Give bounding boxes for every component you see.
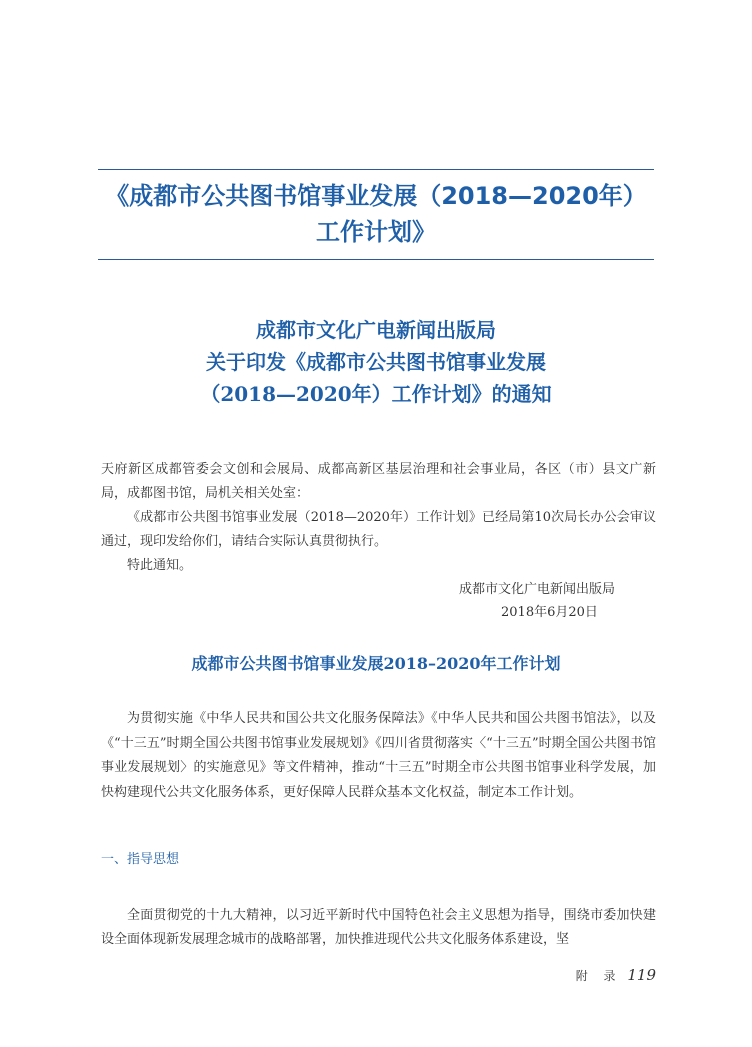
page-footer xyxy=(576,966,656,984)
title-bottom-rule xyxy=(98,259,654,260)
notice-body: 《成都市公共图书馆事业发展（2018—2020年）工作计划》已经局第10次局长办公会审议通过，现印发给你们，请结合实际认真贯彻执行。 xyxy=(101,510,656,549)
notice-closing: 特此通知。 xyxy=(127,558,193,573)
title-top-rule xyxy=(98,169,654,170)
document-title-line-1: 《成都市公共图书馆事业发展（2018—2020年） xyxy=(105,182,647,210)
footer-label: 附 录 xyxy=(575,969,622,983)
plan-intro-paragraph: 为贯彻实施《中华人民共和国公共文化服务保障法》《中华人民共和国公共图书馆法》，以及《“十三五”时期全国公共图书馆事业发展规划》《四川省贯彻落实〈“十三五”时期全国公共图书馆事业发展规划〉的实施意见》等文件精神，推动“十三五”时期全市公共图书馆事业科学发展，加快构建现代公共文化服务体系，更好保障人民群众基本文化权益，制定本工作计划。 xyxy=(101,711,656,800)
section-heading-guiding-ideology: 一、指导思想 xyxy=(101,852,180,867)
notice-title xyxy=(98,314,654,410)
notice-title-line-3: （2018—2020年）工作计划》的通知 xyxy=(200,382,552,406)
notice-title-line-1: 成都市文化广电新闻出版局 xyxy=(256,318,496,342)
notice-title-line-2: 关于印发《成都市公共图书馆事业发展 xyxy=(206,350,546,374)
signature-organization: 成都市文化广电新闻出版局 xyxy=(459,582,616,597)
document-title-line-2: 工作计划》 xyxy=(316,218,436,246)
document-title xyxy=(98,178,654,250)
signature-date: 2018年6月20日 xyxy=(501,605,598,620)
page-number: 119 xyxy=(627,966,656,984)
notice-addressee: 天府新区成都管委会文创和会展局、成都高新区基层治理和社会事业局，各区（市）县文广新局，成都图书馆，局机关相关处室： xyxy=(101,462,656,501)
plan-title: 成都市公共图书馆事业发展2018–2020年工作计划 xyxy=(191,654,561,673)
section-body-guiding-ideology: 全面贯彻党的十九大精神，以习近平新时代中国特色社会主义思想为指导，围绕市委加快建设全面体现新发展理念城市的战略部署，加快推进现代公共文化服务体系建设，坚 xyxy=(101,908,656,947)
